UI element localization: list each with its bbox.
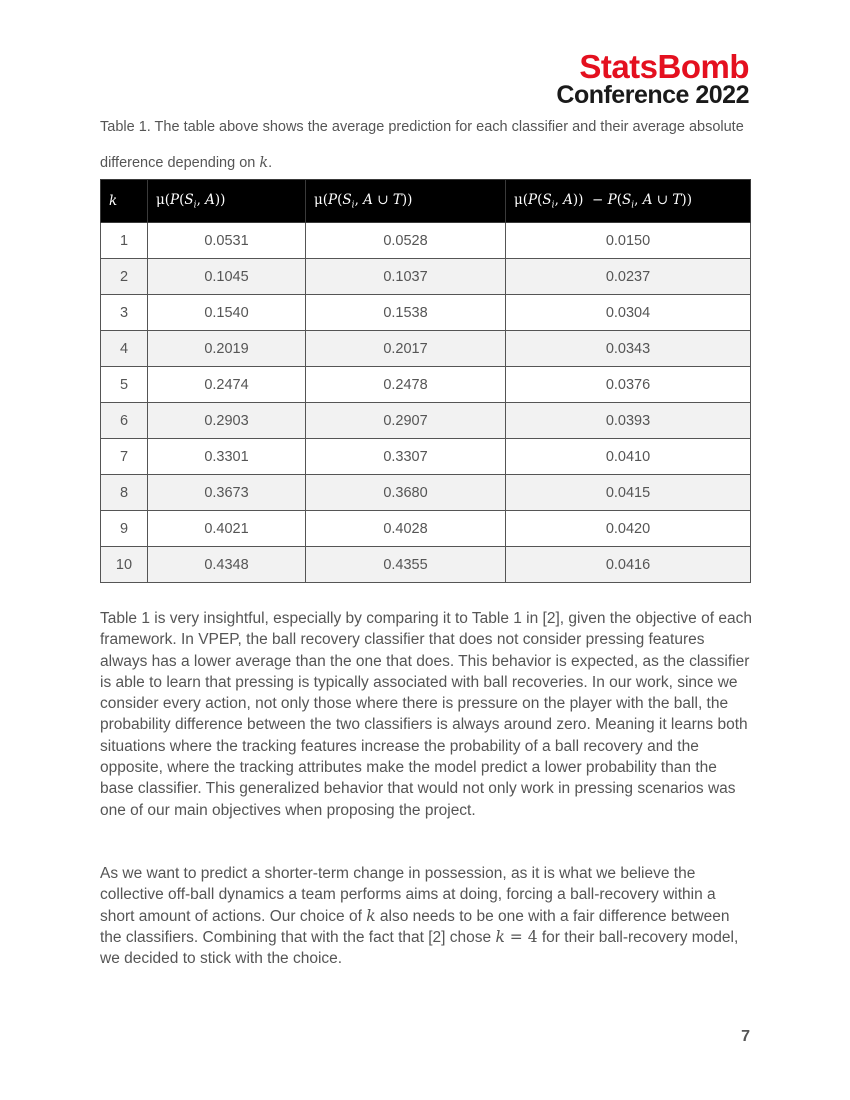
table-cell: 0.0528: [306, 223, 506, 259]
table-body: [101, 223, 751, 583]
table-cell: 0.4021: [148, 511, 306, 547]
table-row: [101, 475, 751, 511]
table-row: [101, 511, 751, 547]
body-paragraph-1: Table 1 is very insightful, especially by comparing it to Table 1 in [2], given the objective of each framework. In VPEP, the ball recovery classifier that does not consider pressing features always has a lower average than the one that does. This behavior is expected, as the classifier is able to learn that pressing is typically associated with ball recoveries. In our work, since we consider every action, not only those where there is pressure on the player with the ball, the probability difference between the two classifiers is always around zero. Meaning it learns both situations where the tracking features increase the probability of a ball recovery and the opposite, where the tracking attributes make the model predict a lower probability than the base classifier. This generalized behavior that would not only work in pressing scenarios was one of our main objectives when proposing the project.: [100, 610, 752, 819]
table-cell: 0.1045: [148, 259, 306, 295]
caption-end: .: [268, 155, 273, 171]
table-cell: 0.3673: [148, 475, 306, 511]
table-cell: 0.2017: [306, 331, 506, 367]
table-cell: 0.0343: [506, 331, 751, 367]
table-cell: 5: [101, 367, 148, 403]
logo-line-1: StatsBomb: [579, 48, 749, 85]
table-cell: 8: [101, 475, 148, 511]
table-cell: 0.2907: [306, 403, 506, 439]
table-cell: 0.0531: [148, 223, 306, 259]
statsbomb-conference-logo: [556, 50, 749, 108]
table-cell: 4: [101, 331, 148, 367]
table-cell: 0.0150: [506, 223, 751, 259]
header-mean-a: $\mu(P(S_i$, A)): [148, 180, 306, 223]
table-cell: 9: [101, 511, 148, 547]
table-row: [101, 223, 751, 259]
table-cell: 0.3301: [148, 439, 306, 475]
table-row: [101, 295, 751, 331]
logo-line-2: Conference 2022: [556, 81, 749, 109]
table-cell: 0.0376: [506, 367, 751, 403]
table-cell: 0.1037: [306, 259, 506, 295]
table-cell: 0.0304: [506, 295, 751, 331]
table-row: [101, 547, 751, 583]
table-cell: 3: [101, 295, 148, 331]
table-cell: 0.2903: [148, 403, 306, 439]
paragraph2-text-2: also needs to be one with a fair difference between the classifiers. Combining that with the fact that [2] chose: [100, 907, 730, 946]
table-cell: 2: [101, 259, 148, 295]
table-row: [101, 331, 751, 367]
paragraph2-text-3: for their ball-recovery model, we decided to stick with the choice.: [100, 928, 739, 968]
table-header-row: [101, 180, 751, 223]
table-cell: 0.0393: [506, 403, 751, 439]
table-cell: 0.1538: [306, 295, 506, 331]
table-cell: 0.0415: [506, 475, 751, 511]
page-number: 7: [741, 1028, 750, 1045]
table-cell: 0.0416: [506, 547, 751, 583]
table-cell: 0.0237: [506, 259, 751, 295]
table-row: [101, 403, 751, 439]
table-cell: 0.0420: [506, 511, 751, 547]
table-row: [101, 367, 751, 403]
header-k: k: [101, 180, 148, 223]
header-mean-difference: $\mu(P(S_i$, $A)) - P(S_i$, A ∪ T)): [506, 180, 751, 223]
table-cell: 6: [101, 403, 148, 439]
caption-variable-k: k: [259, 155, 269, 171]
body-paragraph-2: [100, 863, 752, 969]
table-cell: 0.2019: [148, 331, 306, 367]
table-caption: [100, 109, 750, 181]
table-cell: 0.1540: [148, 295, 306, 331]
header-mean-a-union-t: $\mu(P(S_i$, A ∪ T)): [306, 180, 506, 223]
table-cell: 7: [101, 439, 148, 475]
paragraph2-text-1: As we want to predict a shorter-term change in possession, as it is what we believe the collective off-ball dynamics a team performs aims at doing, forcing a ball-recovery within a short amount of actions. Our choice of: [100, 865, 716, 925]
table-row: [101, 259, 751, 295]
table-cell: 1: [101, 223, 148, 259]
paragraph2-variable-k: k: [366, 906, 376, 925]
table-cell: 0.2478: [306, 367, 506, 403]
table-cell: 0.4348: [148, 547, 306, 583]
caption-text: Table 1. The table above shows the average prediction for each classifier and their average absolute difference depending on: [100, 119, 744, 171]
table-cell: 0.0410: [506, 439, 751, 475]
table-row: [101, 439, 751, 475]
table-cell: 0.3680: [306, 475, 506, 511]
paragraph2-expression: k = 4: [495, 927, 538, 946]
table-cell: 0.2474: [148, 367, 306, 403]
table-cell: 10: [101, 547, 148, 583]
table-cell: 0.4355: [306, 547, 506, 583]
results-table: [100, 179, 751, 583]
table-cell: 0.3307: [306, 439, 506, 475]
table-cell: 0.4028: [306, 511, 506, 547]
